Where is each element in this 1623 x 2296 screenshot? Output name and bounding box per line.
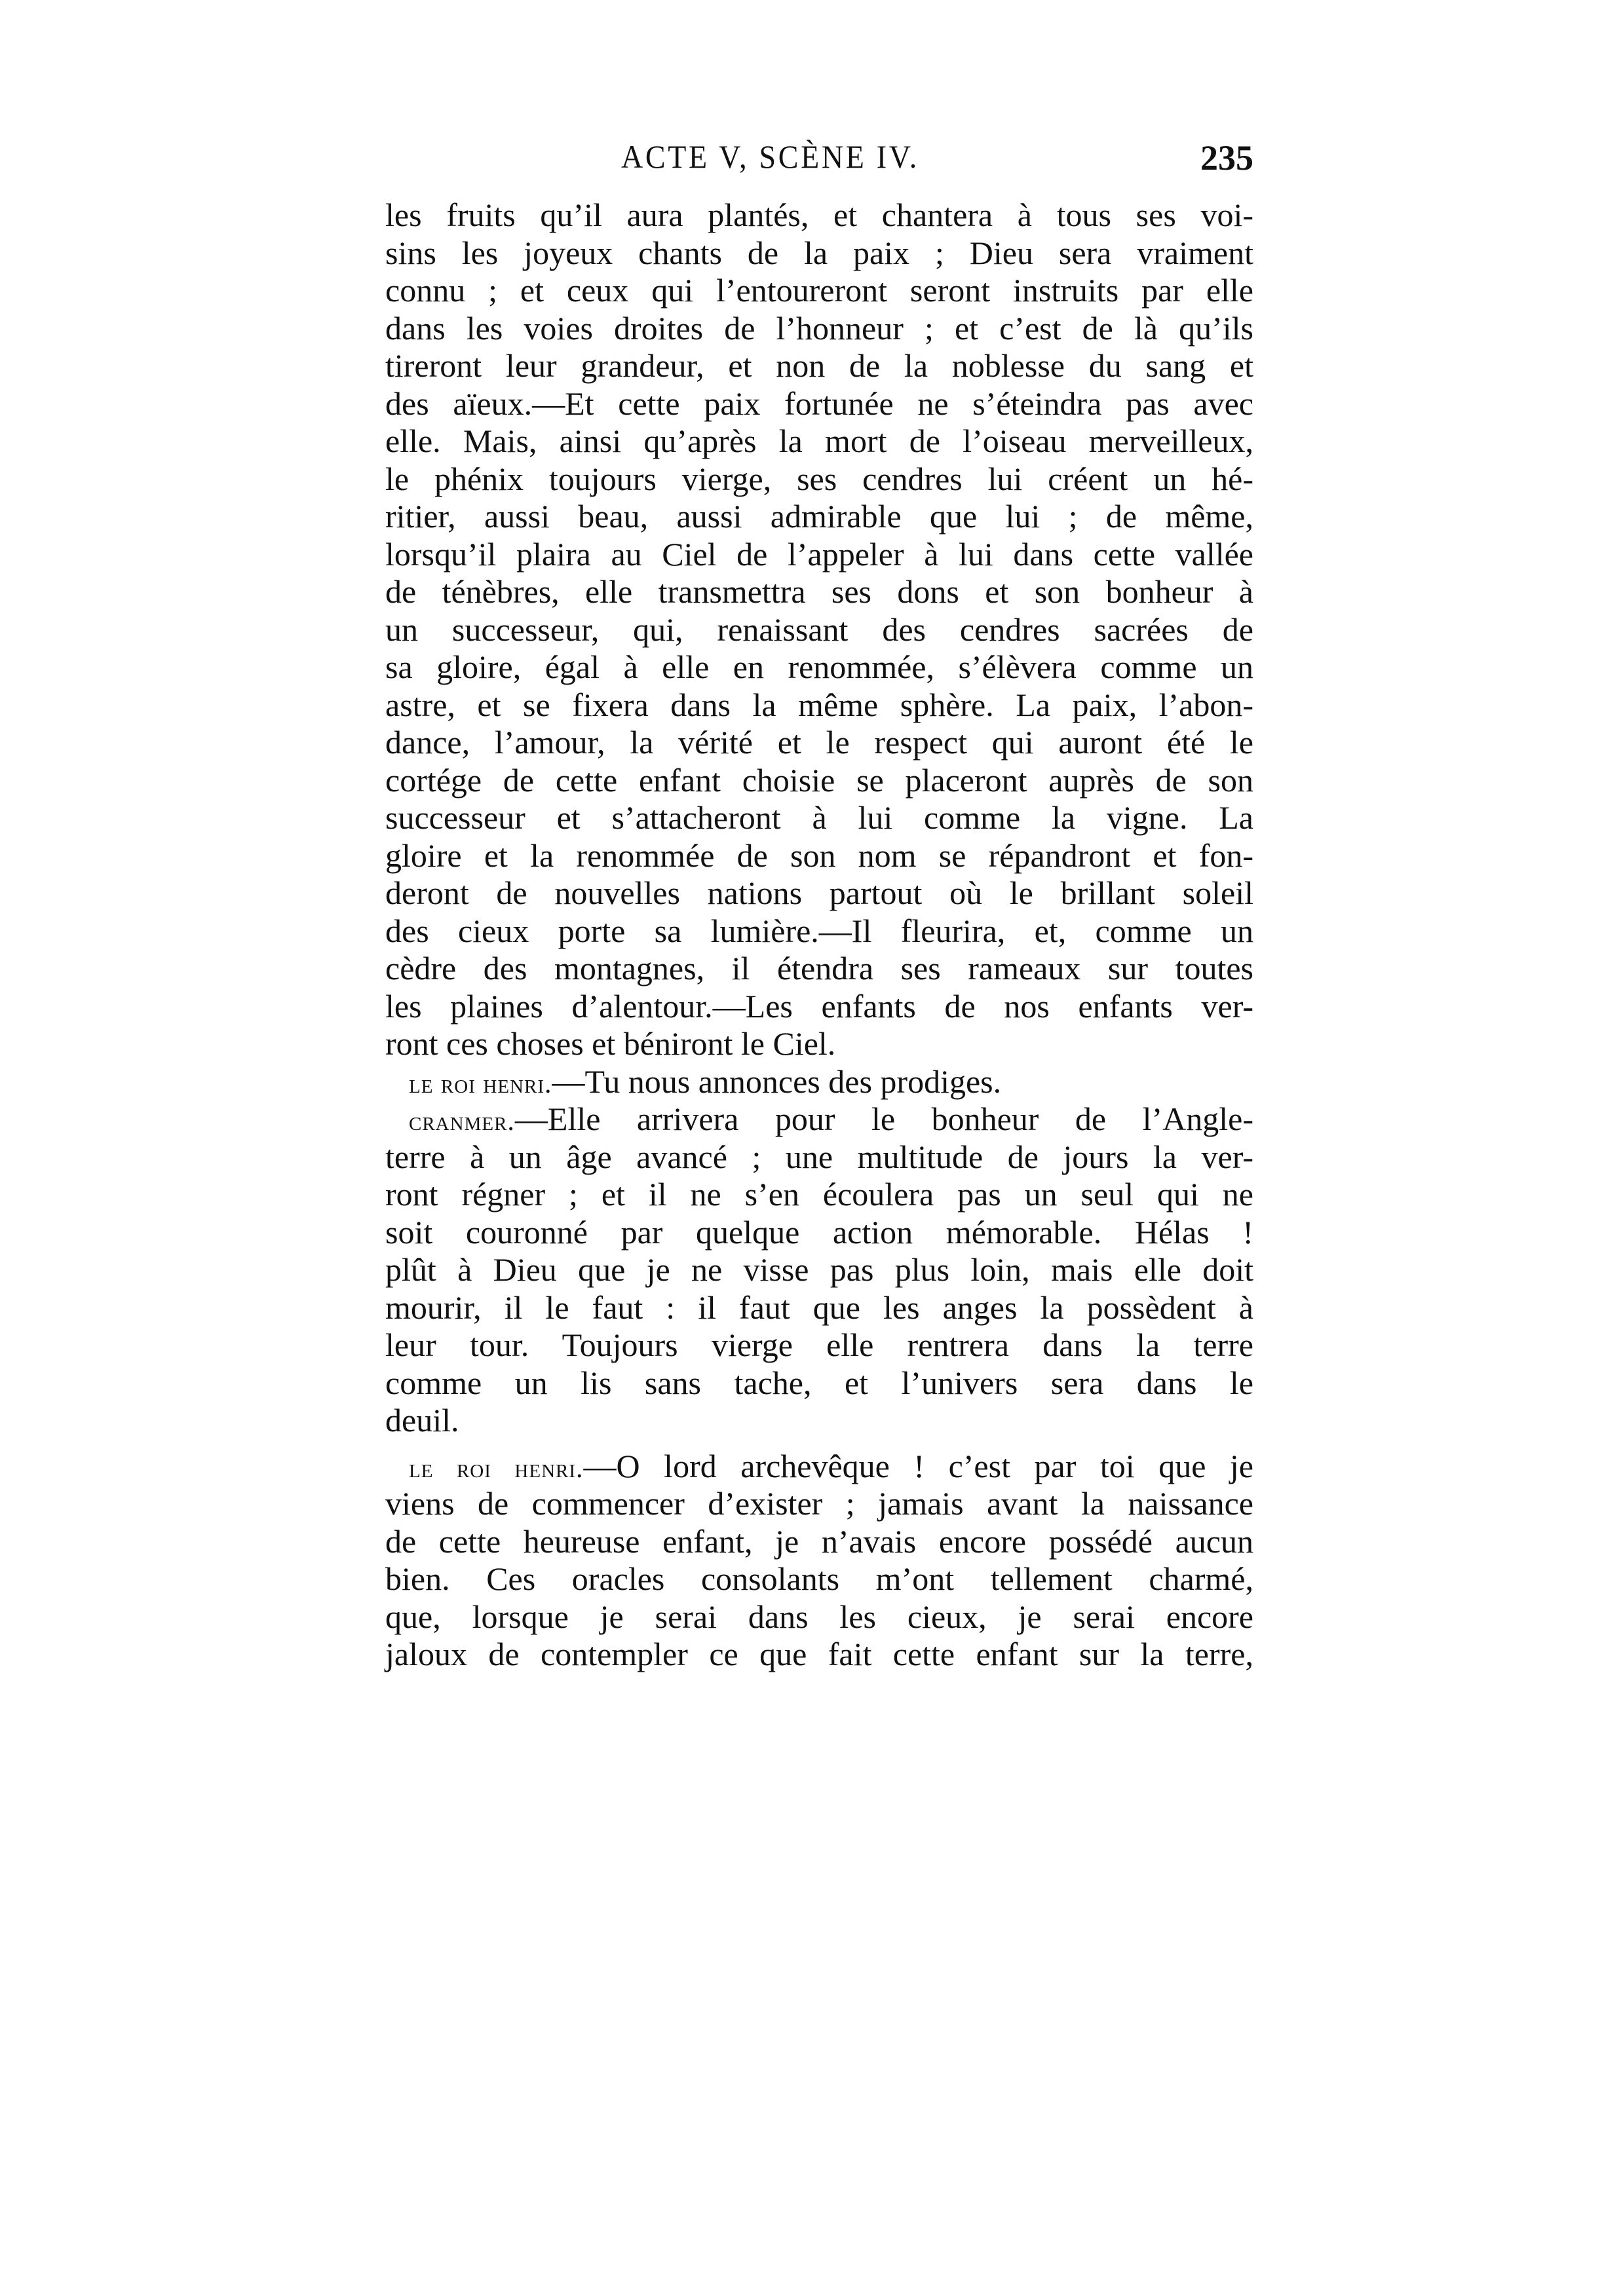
speech-text: —O lord archevêque ! c’est par toi que je [583, 1447, 1253, 1484]
text-line: elle. Mais, ainsi qu’après la mort de l’oiseau merveilleux, [385, 423, 1253, 459]
text-line: plût à Dieu que je ne visse pas plus loin, mais elle doit [385, 1251, 1253, 1288]
text-line: de ténèbres, elle transmettra ses dons et son bonheur à [385, 573, 1253, 610]
speech-text: —Elle arrivera pour le bonheur de l’Angle- [514, 1101, 1253, 1137]
page-header [385, 138, 1253, 183]
text-line: mourir, il le faut : il faut que les anges la possèdent à [385, 1289, 1253, 1326]
text-line: lorsqu’il plaira au Ciel de l’appeler à lui dans cette vallée [385, 535, 1253, 573]
text-line: un successeur, qui, renaissant des cendres sacrées de [385, 611, 1253, 648]
text-line: jaloux de contempler ce que fait cette enfant sur la terre, [385, 1636, 1253, 1672]
speech-king-henry-1 [385, 1063, 1253, 1101]
text-line: des cieux porte sa lumière.—Il fleurira, et, comme un [385, 912, 1253, 949]
text-line: deront de nouvelles nations partout où le brillant soleil [385, 875, 1253, 911]
text-line: comme un lis sans tache, et l’univers sera dans le [385, 1364, 1253, 1401]
text-line: ront ces choses et béniront le Ciel. [385, 1025, 836, 1062]
page-number: 235 [1200, 138, 1253, 178]
text-line: cèdre des montagnes, il étendra ses rameaux sur toutes [385, 950, 1253, 987]
text-line: leur tour. Toujours vierge elle rentrera dans la terre [385, 1327, 1253, 1363]
speaker-name: le roi henri. [409, 1068, 552, 1099]
paragraph-prophecy [385, 197, 1253, 1063]
text-line: bien. Ces oracles consolants m’ont tellement charmé, [385, 1560, 1253, 1597]
text-line: des aïeux.—Et cette paix fortunée ne s’éteindra pas avec [385, 385, 1253, 422]
text-line: les fruits qu’il aura plantés, et chantera à tous ses voi- [385, 197, 1253, 233]
text-line: terre à un âge avancé ; une multitude de jours la ver- [385, 1138, 1253, 1175]
speech-line [385, 1063, 1253, 1101]
text-line: gloire et la renommée de son nom se répandront et fon- [385, 837, 1253, 874]
text-line: ront régner ; et il ne s’en écoulera pas un seul qui ne [385, 1176, 1253, 1213]
paragraph-spacer [385, 1440, 1253, 1448]
text-line: sa gloire, égal à elle en renommée, s’élèvera comme un [385, 649, 1253, 685]
speech-line [385, 1448, 1253, 1486]
text-line: les plaines d’alentour.—Les enfants de nos enfants ver- [385, 987, 1253, 1025]
text-line: connu ; et ceux qui l’entoureront seront instruits par elle [385, 272, 1253, 309]
speech-king-henry-2 [385, 1448, 1253, 1674]
text-line: dans les voies droites de l’honneur ; et c’est de là qu’ils [385, 309, 1253, 347]
speaker-name: le roi henri. [409, 1453, 584, 1484]
speech-cranmer [385, 1101, 1253, 1440]
speech-line [385, 1101, 1253, 1139]
text-line: viens de commencer d’exister ; jamais avant la naissance [385, 1485, 1253, 1522]
text-line: de cette heureuse enfant, je n’avais encore possédé aucun [385, 1522, 1253, 1560]
body-text [385, 197, 1253, 1674]
text-line: le phénix toujours vierge, ses cendres lui créent un hé- [385, 460, 1253, 497]
text-line: dance, l’amour, la vérité et le respect qui auront été le [385, 724, 1253, 761]
text-line: ritier, aussi beau, aussi admirable que lui ; de même, [385, 498, 1253, 535]
text-line: cortége de cette enfant choisie se placeront auprès de son [385, 761, 1253, 799]
text-line: soit couronné par quelque action mémorable. Hélas ! [385, 1213, 1253, 1251]
text-line: deuil. [385, 1402, 459, 1439]
running-head: ACTE V, SCÈNE IV. [621, 138, 919, 175]
speech-text: —Tu nous annonces des prodiges. [552, 1063, 1002, 1100]
text-line: que, lorsque je serai dans les cieux, je serai encore [385, 1598, 1253, 1635]
speaker-name: cranmer. [409, 1106, 515, 1137]
text-line: tireront leur grandeur, et non de la noblesse du sang et [385, 347, 1253, 384]
text-line: astre, et se fixera dans la même sphère. La paix, l’abon- [385, 686, 1253, 723]
text-line: sins les joyeux chants de la paix ; Dieu sera vraiment [385, 234, 1253, 271]
text-line: successeur et s’attacheront à lui comme la vigne. La [385, 799, 1253, 836]
